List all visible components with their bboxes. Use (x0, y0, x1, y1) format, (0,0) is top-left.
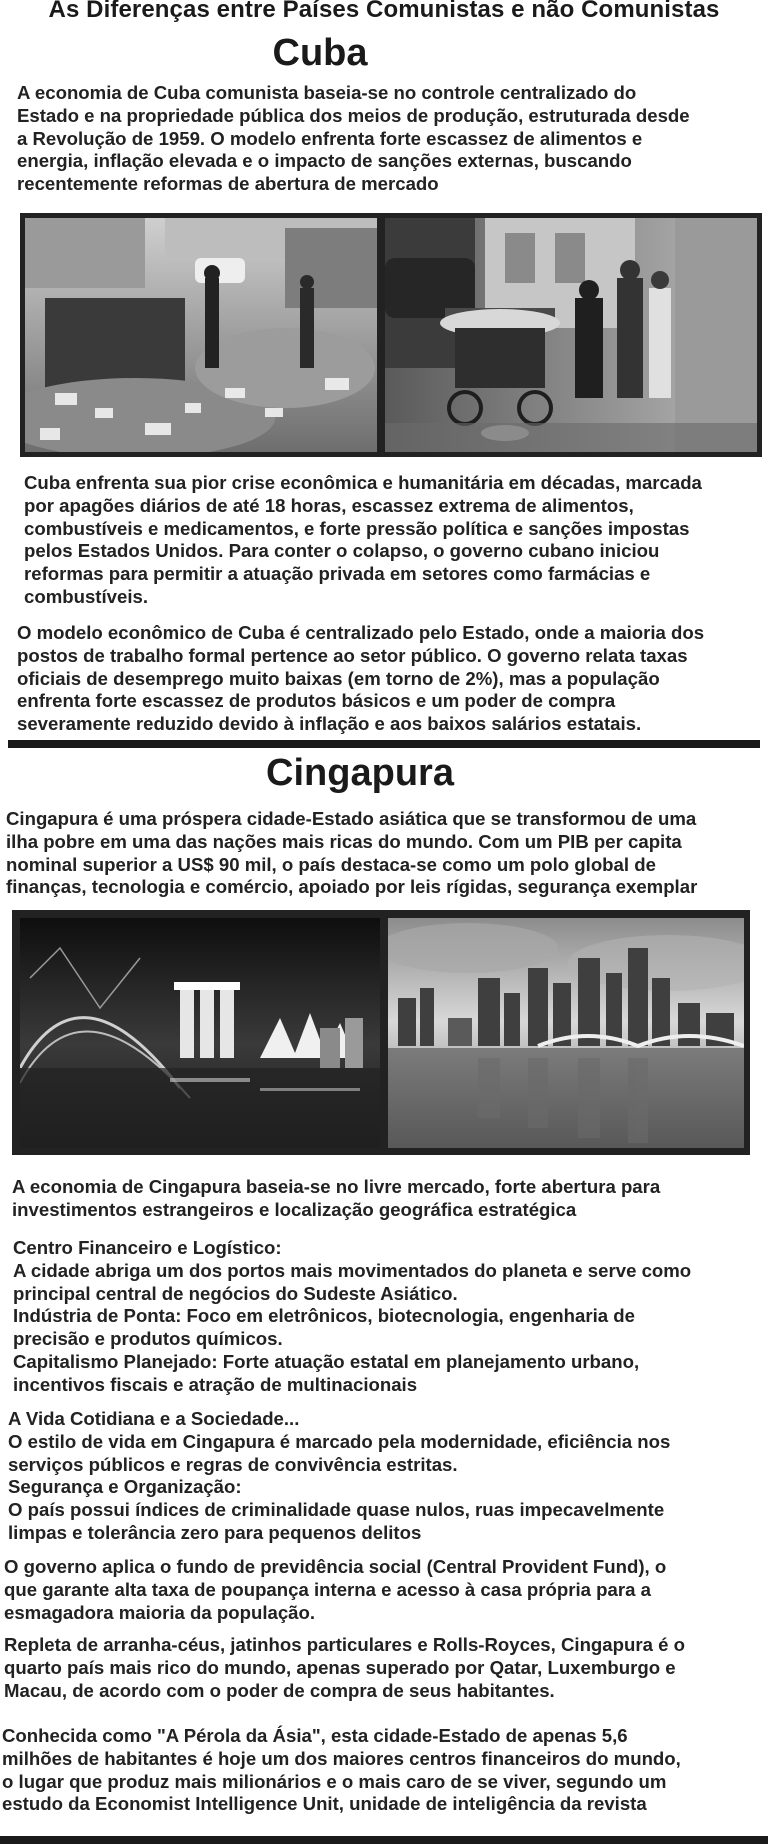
text-line: reformas para permitir a atuação privada em setores como farmácias e (24, 563, 651, 585)
text-line: Repleta de arranha-céus, jatinhos particulares e Rolls-Royces, Cingapura é o (4, 1634, 685, 1655)
text-line: Macau, de acordo com o poder de compra de seus habitantes. (4, 1679, 555, 1701)
text-line: serviços públicos e regras de convivência estritas. (8, 1453, 458, 1475)
text-line: Estado e na propriedade pública dos meios de produção, estruturada desde (17, 104, 690, 126)
text-line: severamente reduzido devido à inflação e aos baixos salários estatais. (17, 713, 642, 735)
text-line: milhões de habitantes é hoje um dos maiores centros financeiros do mundo, (2, 1747, 681, 1769)
text-line: A economia de Cingapura baseia-se no livre mercado, forte abertura para (12, 1176, 661, 1197)
text-line: combustíveis. (24, 585, 149, 607)
section-divider (8, 740, 760, 748)
cuba-model-paragraph (17, 622, 704, 736)
text-line: principal central de negócios do Sudeste Asiático. (13, 1282, 458, 1304)
text-line: precisão e produtos químicos. (13, 1328, 283, 1350)
cuba-intro-paragraph (17, 82, 690, 196)
text-line: recentemente reformas de abertura de mercado (17, 173, 439, 195)
text-line: esmagadora maioria da população. (4, 1601, 316, 1623)
cuba-heading: Cuba (272, 32, 368, 74)
text-line: O estilo de vida em Cingapura é marcado pela modernidade, eficiência nos (8, 1430, 671, 1452)
text-line: enfrenta forte escassez de produtos básicos e um poder de compra (17, 690, 616, 712)
text-line: Capitalismo Planejado: Forte atuação estatal em planejamento urbano, (13, 1350, 640, 1372)
text-line: A cidade abriga um dos portos mais movimentados do planeta e serve como (13, 1259, 692, 1281)
text-line: O modelo econômico de Cuba é centralizado pelo Estado, onde a maioria dos (17, 622, 705, 643)
text-line: por apagões diários de até 18 horas, escassez extrema de alimentos, (24, 494, 634, 516)
text-line: Indústria de Ponta: Foco em eletrônicos, biotecnologia, engenharia de (13, 1305, 635, 1327)
bottom-divider (0, 1836, 768, 1844)
text-line: quarto país mais rico do mundo, apenas superado por Qatar, Luxemburgo e (4, 1656, 676, 1678)
text-line: pelos Estados Unidos. Para conter o colapso, o governo cubano iniciou (24, 540, 660, 562)
text-line: A Vida Cotidiana e a Sociedade... (8, 1408, 300, 1429)
text-line: limpas e tolerância zero para pequenos delitos (8, 1521, 422, 1543)
text-line: Cuba enfrenta sua pior crise econômica e humanitária em décadas, marcada (24, 472, 702, 493)
singapore-night-bay-photo (20, 918, 380, 1148)
singapore-heading: Cingapura (266, 752, 454, 794)
text-line: O governo aplica o fundo de previdência social (Central Provident Fund), o (4, 1556, 667, 1577)
text-line: Segurança e Organização: (8, 1476, 242, 1498)
singapore-daily-life-paragraph (8, 1408, 670, 1545)
text-line: A economia de Cuba comunista baseia-se no controle centralizado do (17, 82, 637, 103)
text-line: que garante alta taxa de poupança interna e acesso à casa própria para a (4, 1578, 651, 1600)
singapore-intro-paragraph (6, 808, 697, 899)
cuba-street-garbage-photo (25, 218, 377, 452)
text-line: a Revolução de 1959. O modelo enfrenta forte escassez de alimentos e (17, 127, 643, 149)
page-title: As Diferenças entre Países Comunistas e não Comunistas (48, 0, 720, 23)
text-line: energia, inflação elevada e o impacto de sanções externas, buscando (17, 150, 632, 172)
text-line: o lugar que produz mais milionários e o mais caro de se viver, segundo um (2, 1770, 667, 1792)
singapore-skyline-photo (388, 918, 744, 1148)
text-line: postos de trabalho formal pertence ao setor público. O governo relata taxas (17, 644, 688, 666)
text-line: nominal superior a US$ 90 mil, o país destaca-se como um polo global de (6, 853, 656, 875)
singapore-pearl-paragraph (2, 1725, 681, 1816)
text-line: Conhecida como "A Pérola da Ásia", esta cidade-Estado de apenas 5,6 (2, 1725, 628, 1746)
text-line: combustíveis e medicamentos, e forte pressão política e sanções impostas (24, 517, 690, 539)
text-line: Centro Financeiro e Logístico: (13, 1237, 282, 1258)
text-line: Cingapura é uma próspera cidade-Estado asiática que se transformou de uma (6, 808, 697, 829)
text-line: investimentos estrangeiros e localização geográfica estratégica (12, 1198, 577, 1220)
singapore-sectors-paragraph (13, 1237, 691, 1397)
text-line: O país possui índices de criminalidade quase nulos, ruas impecavelmente (8, 1499, 665, 1521)
text-line: oficiais de desemprego muito baixas (em torno de 2%), mas a população (17, 667, 660, 689)
text-line: finanças, tecnologia e comércio, apoiado por leis rígidas, segurança exemplar (6, 876, 698, 898)
text-line: incentivos fiscais e atração de multinacionais (13, 1373, 418, 1395)
singapore-wealth-paragraph (4, 1634, 685, 1702)
singapore-cpf-paragraph (4, 1556, 666, 1624)
text-line: ilha pobre em uma das nações mais ricas do mundo. Com um PIB per capita (6, 830, 682, 852)
cuba-crisis-paragraph (24, 472, 702, 609)
singapore-economy-paragraph (12, 1176, 660, 1222)
text-line: estudo da Economist Intelligence Unit, unidade de inteligência da revista (2, 1793, 647, 1815)
cuba-fruit-cart-photo (385, 218, 757, 452)
